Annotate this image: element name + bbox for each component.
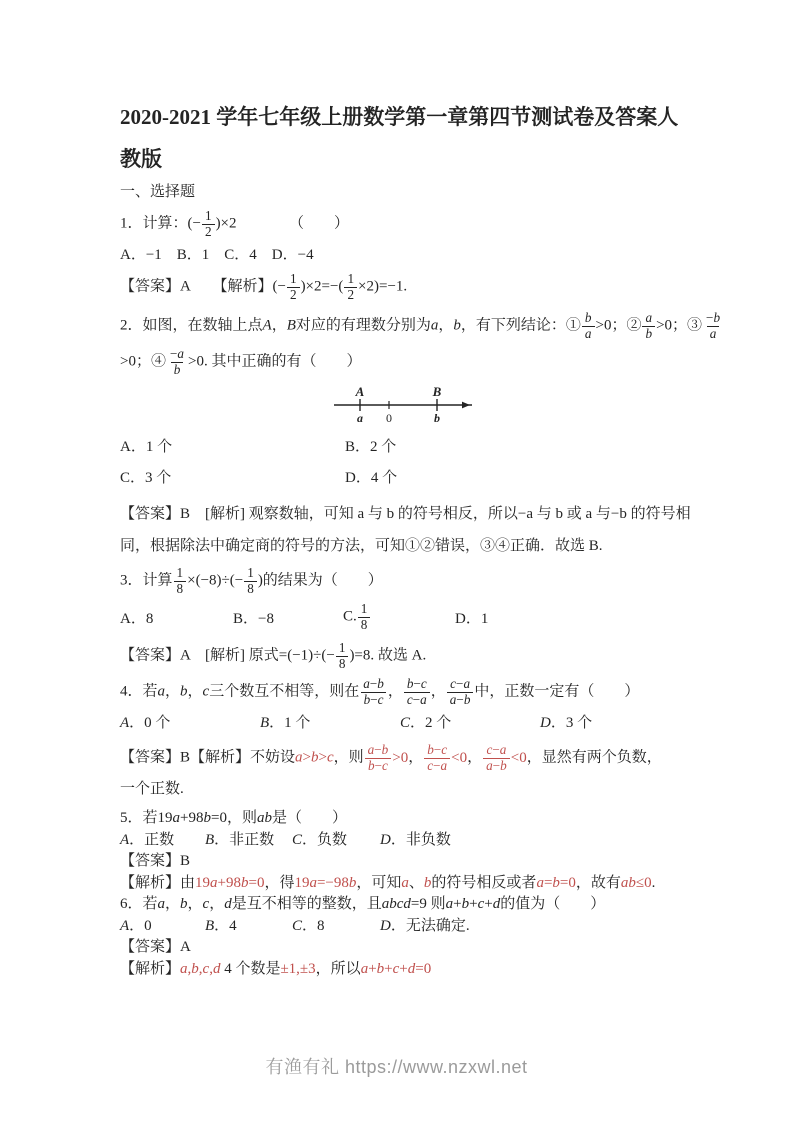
q5-stem: 5．若19a+98b=0，则ab是（ ） (120, 810, 347, 827)
point-label-A: A (355, 384, 365, 400)
q4-option-d: D．3 个 (540, 715, 593, 732)
q2-answer-line2: 同，根据除法中确定商的符号的方法，可知①②错误，③④正确．故选 B. (120, 538, 603, 555)
q5-option-c: C．负数 (292, 831, 348, 848)
q4-option-a: A．0 个 (120, 715, 171, 732)
watermark-footer: 有渔有礼 https://www.nzxwl.net (265, 1057, 528, 1077)
q6-option-b: B．4 (205, 917, 237, 934)
q3-answer: 【答案】A [解析] 原式=(−1)÷(− $\frac{1}{8}$ )=8. 故选 A. (120, 640, 427, 671)
point-label-b: b (434, 411, 440, 426)
q5-answer: 【答案】B (120, 853, 191, 870)
q4-answer-line2: 一个正数. (120, 781, 184, 798)
q6-option-c: C．8 (292, 917, 325, 934)
q4-stem: 4．若a，b，c三个数互不相等，则在 $\frac{a-b}{b-c}$ ， $\frac{b-c}{c-a}$ ， $\frac{c-a}{a-b}$ 中，正数一定有（ ） (120, 676, 640, 707)
q3-option-c: C. $\frac{1}{8}$ (343, 602, 455, 632)
q2-option-b: B．2 个 (345, 439, 397, 456)
q1-options: A．−1 B．1 C．4 D．−4 (120, 247, 314, 264)
document-content (120, 96, 721, 981)
number-line-svg (332, 383, 484, 425)
q4-option-c: C．2 个 (400, 715, 452, 732)
origin-label: 0 (386, 411, 392, 426)
point-label-B: B (432, 384, 442, 400)
point-label-a: a (357, 411, 363, 426)
page-title: 2020-2021 学年七年级上册数学第一章第四节测试卷及答案人教版 (120, 105, 679, 171)
q3-options-row (120, 602, 695, 632)
q6-option-a: A．0 (120, 917, 152, 934)
q3-option-b: B．−8 (233, 610, 274, 627)
q1-answer: 【答案】A 【解析】(− $\frac{1}{2}$ )×2=−( $\frac{1}{2}$ ×2)=−1. (120, 271, 408, 302)
q2-stem-line2: >0；④ $\frac{-a}{b}$ >0. 其中正确的有（ ） (120, 346, 362, 377)
axis-arrow-icon (462, 402, 470, 409)
q3-option-a: A．8 (120, 610, 154, 627)
q2-option-d: D．4 个 (345, 470, 398, 487)
q4-option-b: B．1 个 (260, 715, 311, 732)
q2-stem-line1: 2．如图，在数轴上点A，B对应的有理数分别为a，b，有下列结论：① $\frac{b}{a}$ >0；② $\frac{a}{b}$ >0；③ $\frac{-b}{a}$ (120, 310, 721, 341)
q6-explanation: 【解析】a,b,c,d 4 个数是±1,±3，所以a+b+c+d=0 (120, 960, 432, 977)
q4-answer-line1: 【答案】B【解析】不妨设a>b>c，则 $\frac{a-b}{b-c}$ >0， $\frac{b-c}{c-a}$ <0， $\frac{c-a}{a-b}$ <0，显然有两个负数， (120, 742, 662, 773)
q5-option-d: D．非负数 (380, 831, 451, 848)
q6-answer: 【答案】A (120, 939, 191, 956)
q6-stem: 6．若a，b，c，d是互不相等的整数，且abcd=9 则a+b+c+d的值为（ ） (120, 896, 606, 913)
q2-option-a: A．1 个 (120, 439, 173, 456)
q1-stem: 1．计算：(− $\frac{1}{2}$ )×2 （ ） (120, 208, 350, 239)
q5-option-a: A．正数 (120, 831, 175, 848)
q5-explanation: 【解析】由19a+98b=0，得19a=−98b，可知a、b的符号相反或者a=b=0，故有ab≤0. (120, 874, 656, 891)
number-line-figure (332, 383, 695, 425)
q2-option-c: C．3 个 (120, 470, 172, 487)
q4-options-row (120, 713, 695, 734)
q5-options-row (120, 831, 695, 851)
q3-option-d: D．1 (455, 610, 489, 627)
q3-stem: 3．计算 $\frac{1}{8}$ ×(−8)÷(− $\frac{1}{8}$ )的结果为（ ） (120, 565, 383, 596)
section-heading: 一、选择题 (120, 184, 196, 200)
q2-options-row-ab (120, 437, 695, 458)
q5-option-b: B．非正数 (205, 831, 275, 848)
q2-options-row-cd (120, 468, 695, 489)
q2-answer-line1: 【答案】B [解析] 观察数轴，可知 a 与 b 的符号相反，所以−a 与 b 或 a 与−b 的符号相 (120, 506, 691, 523)
q6-options-row (120, 917, 695, 937)
q6-option-d: D．无法确定. (380, 917, 470, 934)
